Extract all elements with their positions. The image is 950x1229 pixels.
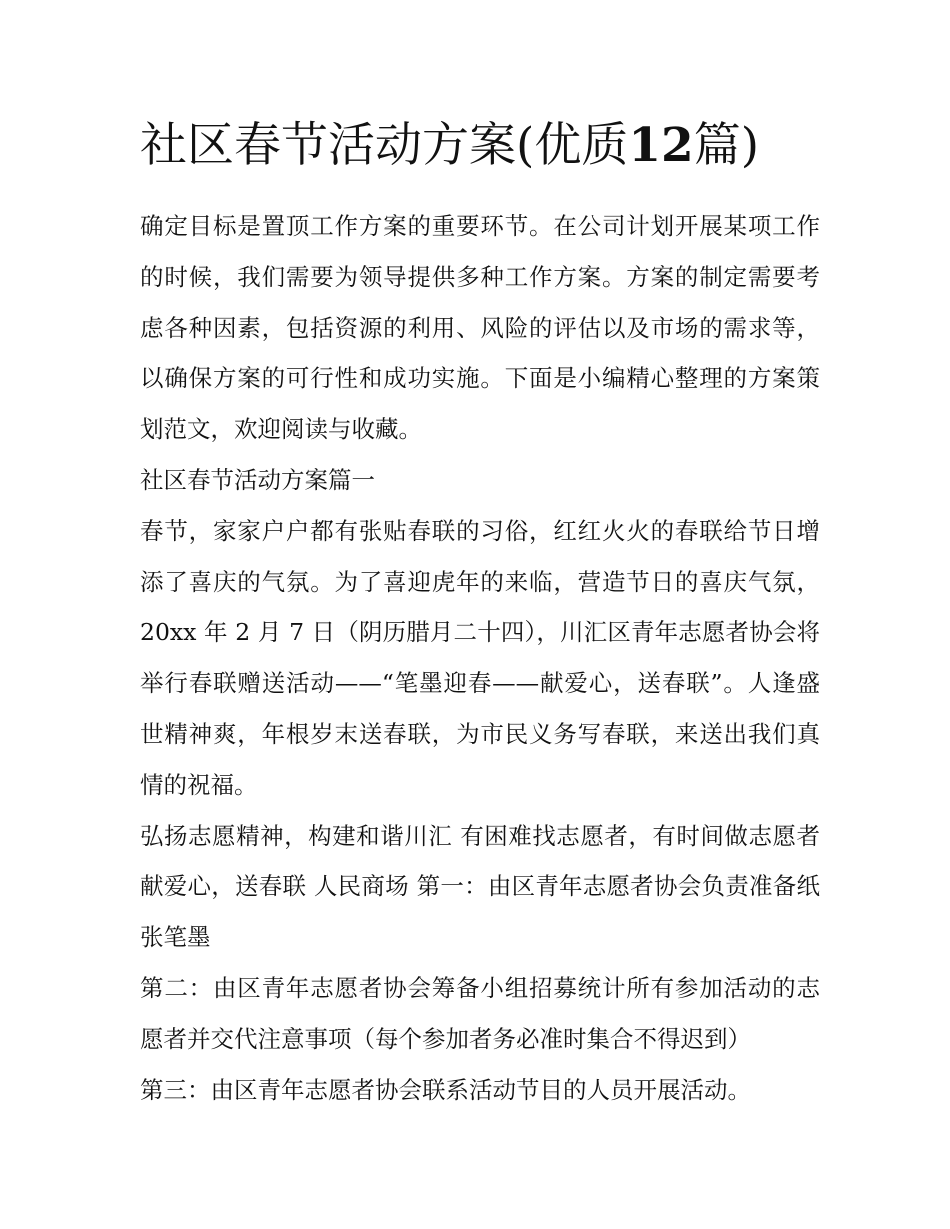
body-paragraph: 弘扬志愿精神，构建和谐川汇 有困难找志愿者，有时间做志愿者 献爱心，送春联 人民商场 第一：由区青年志愿者协会负责准备纸张笔墨 — [140, 821, 820, 952]
section-heading: 社区春节活动方案篇一 — [140, 465, 375, 494]
document-body — [140, 201, 820, 1115]
body-paragraph: 第三：由区青年志愿者协会联系活动节目的人员开展活动。 — [140, 1075, 751, 1104]
title-prefix: 社区春节活动方案(优质 — [140, 118, 629, 173]
title-number: 12 — [628, 118, 694, 173]
intro-paragraph: 确定目标是置顶工作方案的重要环节。在公司计划开展某项工作的时候，我们需要为领导提供多种工作方案。方案的制定需要考虑各种因素，包括资源的利用、风险的评估以及市场的需求等，以确保方案的可行性和成功实施。下面是小编精心整理的方案策划范文，欢迎阅读与收藏。 — [140, 212, 820, 444]
title-suffix: 篇) — [693, 118, 760, 173]
body-paragraph: 第二：由区青年志愿者协会筹备小组招募统计所有参加活动的志愿者并交代注意事项（每个参加者务必准时集合不得迟到） — [140, 973, 820, 1053]
body-paragraph: 春节，家家户户都有张贴春联的习俗，红红火火的春联给节日增添了喜庆的气氛。为了喜迎虎年的来临，营造节日的喜庆气氛，20xx 年 2 月 7 日（阴历腊月二十四），川汇区青年志愿者协会将举行春联赠送活动——“笔墨迎春——献爱心，送春联”。人逢盛世精神爽，年根岁末送春联，为市民义务写春联，来送出我们真情的祝福。 — [140, 516, 820, 799]
document-title — [140, 113, 820, 179]
